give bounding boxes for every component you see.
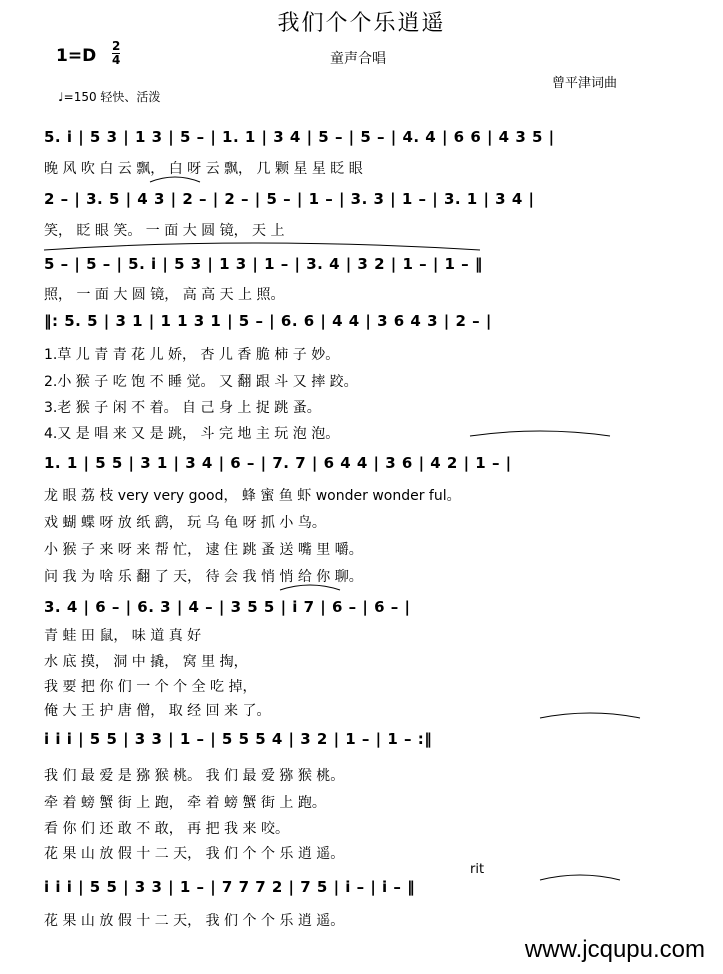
notation-line-8: i i i | 5 5 | 3 3 | 1 – | 7 7 7 2 | 7 5 | i – | i – ‖	[44, 878, 416, 896]
notation-line-7: i i i | 5 5 | 3 3 | 1 – | 5 5 5 4 | 3 2 | 1 – | 1 – :‖	[44, 730, 433, 748]
lyric-verse-2: 水 底 摸， 洞 中 撬， 窝 里 掏，	[44, 654, 248, 670]
lyric-verse-2: 牵 着 螃 蟹 街 上 跑， 牵 着 螃 蟹 街 上 跑。	[44, 795, 326, 811]
notation-line-6: 3. 4 | 6 – | 6. 3 | 4 – | 3 5 5 | i 7 | 6 – | 6 – |	[44, 598, 411, 616]
tempo-marking: ♩=150 轻快、活泼	[58, 90, 161, 104]
lyric-line: 照， 一 面 大 圆 镜， 高 高 天 上 照。	[44, 287, 285, 303]
rit-marking: rit	[470, 862, 485, 877]
notation-line-3: 5 – | 5 – | 5. i | 5 3 | 1 3 | 1 – | 3. 4 | 3 2 | 1 – | 1 – ‖	[44, 255, 483, 273]
lyric-verse-3: 我 要 把 你 们 一 个 个 全 吃 掉，	[44, 679, 257, 695]
song-title: 我们个个乐逍遥	[277, 11, 446, 36]
lyric-verse-1: 我 们 最 爱 是 猕 猴 桃。 我 们 最 爱 猕 猴 桃。	[44, 768, 345, 784]
lyric-line: 笑， 眨 眼 笑。 一 面 大 圆 镜， 天 上	[44, 223, 285, 239]
lyric-verse-4: 4.又 是 唱 来 又 是 跳， 斗 完 地 主 玩 泡 泡。	[44, 426, 340, 442]
lyric-line: 晚 风 吹 白 云 飘， 白 呀 云 飘， 几 颗 星 星 眨 眼	[44, 161, 363, 177]
lyric-verse-1: 龙 眼 荔 枝 very very good， 蜂 蜜 鱼 虾 wonder wonder ful。	[44, 488, 461, 504]
lyric-verse-3: 3.老 猴 子 闲 不 着。 自 己 身 上 捉 跳 蚤。	[44, 400, 321, 416]
lyric-verse-4: 俺 大 王 护 唐 僧， 取 经 回 来 了。	[44, 703, 271, 719]
lyric-verse-3: 小 猴 子 来 呀 来 帮 忙， 逮 住 跳 蚤 送 嘴 里 嚼。	[44, 542, 363, 558]
key-signature: 1=D	[56, 46, 97, 66]
lyric-verse-4: 花 果 山 放 假 十 二 天， 我 们 个 个 乐 逍 遥。	[44, 846, 345, 862]
notation-line-2: 2 – | 3. 5 | 4 3 | 2 – | 2 – | 5 – | 1 – | 3. 3 | 1 – | 3. 1 | 3 4 |	[44, 190, 535, 208]
lyric-verse-4: 问 我 为 啥 乐 翻 了 天， 待 会 我 悄 悄 给 你 聊。	[44, 569, 363, 585]
author-credit: 曾平津词曲	[552, 76, 618, 91]
lyric-verse-1: 1.草 儿 青 青 花 儿 娇， 杏 儿 香 脆 柿 子 妙。	[44, 347, 340, 363]
lyric-line: 花 果 山 放 假 十 二 天， 我 们 个 个 乐 逍 遥。	[44, 913, 345, 929]
notation-line-4: ‖: 5. 5 | 3 1 | 1 1 3 1 | 5 – | 6. 6 | 4 4 | 3 6 4 3 | 2 – |	[44, 312, 492, 330]
lyric-verse-2: 戏 蝴 蝶 呀 放 纸 鹞， 玩 乌 龟 呀 抓 小 鸟。	[44, 515, 326, 531]
notation-line-5: 1. 1 | 5 5 | 3 1 | 3 4 | 6 – | 7. 7 | 6 4 4 | 3 6 | 4 2 | 1 – |	[44, 454, 512, 472]
lyric-verse-2: 2.小 猴 子 吃 饱 不 睡 觉。 又 翻 跟 斗 又 摔 跤。	[44, 374, 358, 390]
lyric-verse-3: 看 你 们 还 敢 不 敢， 再 把 我 来 咬。	[44, 821, 289, 837]
performance-note: 童声合唱	[330, 51, 386, 67]
site-watermark: www.jcqupu.com	[524, 936, 705, 963]
notation-line-1: 5. i | 5 3 | 1 3 | 5 – | 1. 1 | 3 4 | 5 – | 5 – | 4. 4 | 6 6 | 4 3 5 |	[44, 128, 555, 146]
meter-top: 2	[112, 39, 121, 53]
meter-bottom: 4	[112, 53, 121, 67]
lyric-verse-1: 青 蛙 田 鼠， 味 道 真 好	[44, 628, 202, 644]
